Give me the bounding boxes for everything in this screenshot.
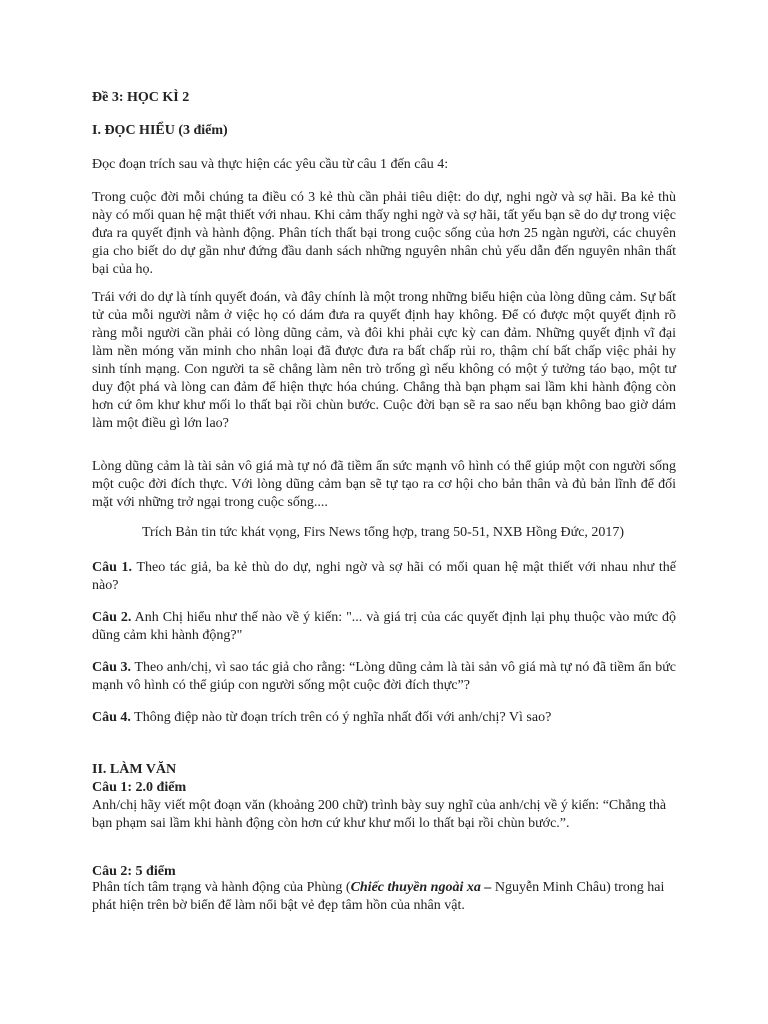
question-label: Câu 3. <box>92 660 132 675</box>
question-4 <box>92 709 676 727</box>
writing-question-2-suffix: trong hai phát hiện trên bờ biển để làm nổi bật vẻ đẹp tâm hồn của nhân vật. <box>92 880 665 913</box>
writing-section <box>92 761 676 833</box>
page-title: Đề 3: HỌC KÌ 2 <box>92 90 190 105</box>
source-citation: Trích Bản tin tức khát vọng, Firs News tổng hợp, trang 50-51, NXB Hồng Đức, 2017) <box>142 525 625 540</box>
question-text: Theo anh/chị, vì sao tác giả cho rằng: “Lòng dũng cảm là tài sản vô giá mà tự nó đã tiềm ẩn bức mạnh vô hình có thể giúp con người sống một cuộc đời đích thực”? <box>92 660 676 693</box>
writing-question-1-heading: Câu 1: 2.0 điểm <box>92 780 187 795</box>
work-title: Chiếc thuyền ngoài xa <box>350 880 481 895</box>
passage-paragraph-3: Lòng dũng cảm là tài sản vô giá mà tự nó đã tiềm ẩn sức mạnh vô hình có thể giúp một con người sống một cuộc đời đích thực. Với lòng dũng cảm bạn sẽ tự tạo ra cơ hội cho bản thân và đủ bản lĩnh để đối mặt với những trở ngại trong cuộc sống.... <box>92 459 676 510</box>
question-text: Theo tác giả, ba kẻ thù do dự, nghi ngờ và sợ hãi có mối quan hệ mật thiết với nhau như thế nào? <box>92 560 676 593</box>
writing-question-2-heading: Câu 2: 5 điểm <box>92 864 176 879</box>
question-label: Câu 4. <box>92 710 131 725</box>
passage-paragraph-1: Trong cuộc đời mỗi chúng ta điều có 3 kẻ thù cần phải tiêu diệt: do dự, nghi ngờ và sợ hãi. Ba kẻ thù này có mối quan hệ mật thiết với nhau. Khi cảm thấy nghi ngờ và sợ hãi, tất yếu bạn sẽ do dự trong việc đưa ra quyết định và hành động. Phân tích thất bại trong cuộc sống của hơn 25 ngàn người, các chuyên gia cho biết do dự gần như đứng đầu danh sách những nguyên nhân chủ yếu dẫn đến nguyên nhân thất bại của họ. <box>92 190 676 277</box>
section-heading-reading: I. ĐỌC HIỂU (3 điểm) <box>92 123 228 138</box>
passage-paragraph-2: Trái với do dự là tính quyết đoán, và đây chính là một trong những biểu hiện của lòng dũng cảm. Sự bất tử của mỗi người nằm ở việc họ có dám đưa ra quyết định hay không. Để có được một quyết định rõ ràng mỗi người cần phải có lòng dũng cảm, và đôi khi phải cực kỳ can đảm. Những quyết định vĩ đại làm nền móng văn minh cho nhân loại đã được đưa ra bất chấp rủi ro, thậm chí bất chấp việc phải hy sinh tính mạng. Con người ta sẽ chẳng làm nên trò trống gì nếu không có một ý tưởng táo bạo, một tư duy đột phá và lòng can đảm để hiện thực hóa chúng. Chẳng thà bạn phạm sai lầm khi hành động còn hơn cứ ôm khư khư mối lo thất bại rồi chùn bước. Cuộc đời bạn sẽ ra sao nếu bạn không bao giờ dám làm một điều gì lớn lao? <box>92 290 676 431</box>
intro-instruction: Đọc đoạn trích sau và thực hiện các yêu cầu từ câu 1 đến câu 4: <box>92 157 449 172</box>
title-dash: – <box>480 880 495 895</box>
question-3 <box>92 659 676 695</box>
question-label: Câu 1. <box>92 560 133 575</box>
writing-question-2-text <box>92 879 676 915</box>
author-name: Nguyễn Minh Châu) <box>494 880 611 895</box>
section-heading-writing: II. LÀM VĂN <box>92 762 177 777</box>
writing-question-2-prefix: Phân tích tâm trạng và hành động của Phùng ( <box>92 880 351 895</box>
question-label: Câu 2. <box>92 610 132 625</box>
writing-question-1-text: Anh/chị hãy viết một đoạn văn (khoảng 200 chữ) trình bày suy nghĩ của anh/chị về ý kiến: “Chẳng thà bạn phạm sai lầm khi hành động còn hơn cứ khư khư mối lo thất bại rồi chùn bước.”. <box>92 798 667 831</box>
question-text: Anh Chị hiểu như thế nào về ý kiến: "... và giá trị của các quyết định lại phụ thuộc vào mức độ dũng cảm khi hành động?" <box>92 610 676 643</box>
question-1 <box>92 559 676 595</box>
question-2 <box>92 609 676 645</box>
question-text: Thông điệp nào từ đoạn trích trên có ý nghĩa nhất đối với anh/chị? Vì sao? <box>130 710 552 725</box>
